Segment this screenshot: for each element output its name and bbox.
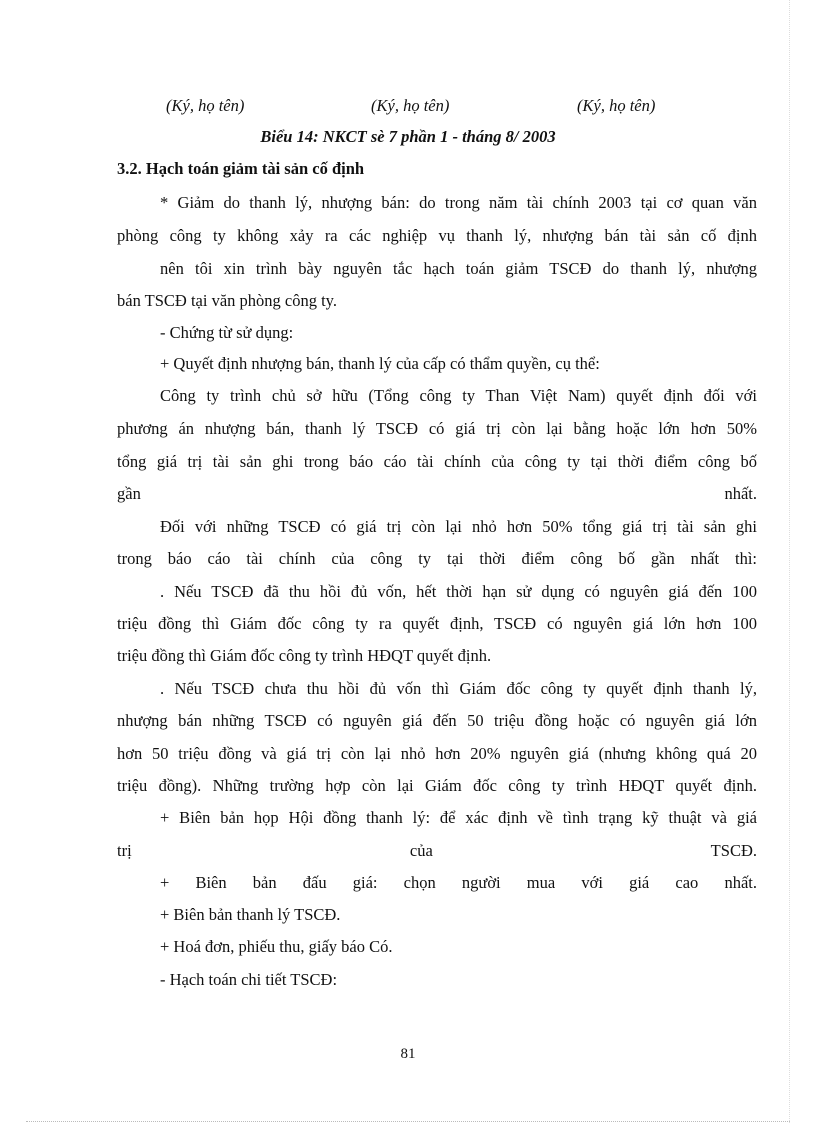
paragraph-line: + Biên bản thanh lý TSCĐ.: [160, 905, 341, 924]
page-border: [26, 1121, 790, 1122]
paragraph-line: Công ty trình chủ sở hữu (Tổng công ty Than Việt Nam) quyết định đối với: [160, 386, 757, 405]
paragraph-line: triệu đồng thì Giám đốc công ty ra quyết định, TSCĐ có nguyên giá lớn hơn 100: [117, 614, 757, 633]
paragraph-line: nên tôi xin trình bày nguyên tắc hạch toán giảm TSCĐ do thanh lý, nhượng: [160, 259, 757, 278]
table-caption: Biểu 14: NKCT sè 7 phần 1 - tháng 8/ 2003: [260, 127, 556, 146]
signature-row: [0, 96, 816, 118]
paragraph-line: tổng giá trị tài sản ghi trong báo cáo tài chính của công ty tại thời điểm công bố: [117, 452, 757, 471]
paragraph-line: + Hoá đơn, phiếu thu, giấy báo Có.: [160, 937, 393, 956]
signature-label: (Ký, họ tên): [166, 96, 245, 115]
signature-label: (Ký, họ tên): [371, 96, 450, 115]
paragraph-line: hơn 50 triệu đồng và giá trị còn lại nhỏ hơn 20% nguyên giá (nhưng không quá 20: [117, 744, 757, 763]
paragraph-line: phương án nhượng bán, thanh lý TSCĐ có giá trị còn lại bằng hoặc lớn hơn 50%: [117, 419, 757, 438]
paragraph-line: phòng công ty không xảy ra các nghiệp vụ thanh lý, nhượng bán tài sản cố định: [117, 226, 757, 245]
page-border-right: [789, 0, 790, 1123]
paragraph-line: triệu đồng thì Giám đốc công ty trình HĐQT quyết định.: [117, 646, 492, 665]
paragraph-line: triệu đồng). Những trường hợp còn lại Giám đốc công ty trình HĐQT quyết định.: [117, 776, 757, 795]
paragraph-line: . Nếu TSCĐ chưa thu hồi đủ vốn thì Giám đốc công ty quyết định thanh lý,: [160, 679, 757, 698]
paragraph-line: * Giảm do thanh lý, nhượng bán: do trong năm tài chính 2003 tại cơ quan văn: [160, 193, 757, 212]
paragraph-line: bán TSCĐ tại văn phòng công ty.: [117, 291, 337, 310]
paragraph-line: Đối với những TSCĐ có giá trị còn lại nhỏ hơn 50% tổng giá trị tài sản ghi: [160, 517, 757, 536]
paragraph-line: trị của TSCĐ.: [117, 841, 757, 860]
paragraph-line: + Biên bản đấu giá: chọn người mua với giá cao nhất.: [160, 873, 757, 892]
paragraph-line: gần nhất.: [117, 484, 757, 503]
paragraph-line: - Chứng từ sử dụng:: [160, 323, 294, 342]
paragraph-line: . Nếu TSCĐ đã thu hồi đủ vốn, hết thời hạn sử dụng có nguyên giá đến 100: [160, 582, 757, 601]
paragraph-line: + Quyết định nhượng bán, thanh lý của cấp có thẩm quyền, cụ thể:: [160, 354, 600, 373]
page-number: 81: [400, 1046, 416, 1062]
signature-label: (Ký, họ tên): [577, 96, 656, 115]
section-heading: 3.2. Hạch toán giảm tài sản cố định: [117, 159, 365, 178]
paragraph-line: - Hạch toán chi tiết TSCĐ:: [160, 970, 338, 989]
paragraph-line: + Biên bản họp Hội đồng thanh lý: để xác định về tình trạng kỹ thuật và giá: [160, 808, 757, 827]
paragraph-line: trong báo cáo tài chính của công ty tại thời điểm công bố gần nhất thì:: [117, 549, 757, 568]
paragraph-line: nhượng bán những TSCĐ có nguyên giá đến 50 triệu đồng hoặc có nguyên giá lớn: [117, 711, 757, 730]
